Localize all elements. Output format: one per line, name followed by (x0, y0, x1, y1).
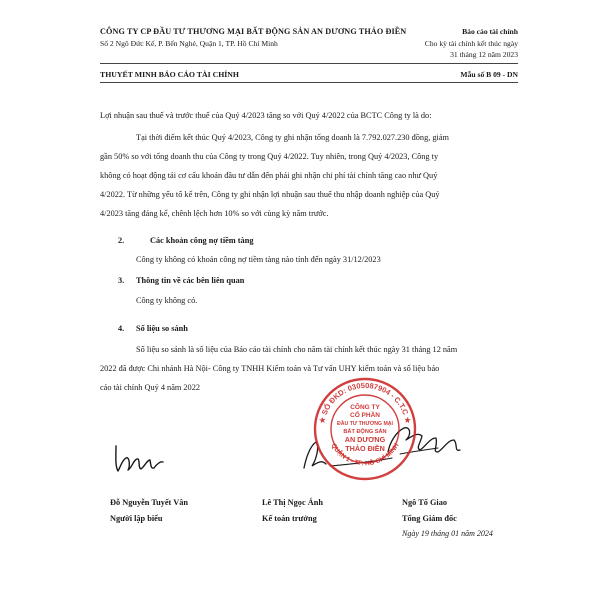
company-address: Số 2 Ngô Đức Kế, P. Bến Nghé, Quận 1, TP. Hồ Chí Minh (100, 39, 278, 48)
signature-preparer (110, 438, 170, 478)
section-number: 2. (118, 236, 125, 245)
report-type: Báo cáo tài chính (462, 27, 518, 36)
chief-accountant-name: Lê Thị Ngọc Ánh (262, 498, 323, 507)
section-title: THUYẾT MINH BÁO CÁO TÀI CHÍNH (100, 70, 239, 79)
director-name: Ngô Tố Giao (402, 498, 448, 507)
company-seal (312, 376, 418, 482)
paragraph1-line: 4/2022. Từ những yếu tố kể trên, Công ty ghi nhận lợi nhuận sau thuế thu nhập doanh nghiệp của Quý (100, 190, 440, 199)
paragraph4-line: 2022 đã được Chi nhánh Hà Nội- Công ty TNHH Kiểm toán và Tư vấn UHY kiểm toán và số liệu báo (100, 364, 440, 373)
preparer-name: Đỗ Nguyễn Tuyết Vân (110, 498, 188, 507)
title-divider (100, 82, 518, 83)
intro-text: Lợi nhuận sau thuế và trước thuế của Quý 4/2023 tăng so với Quý 4/2022 của BCTC Công ty là do: (100, 111, 432, 120)
paragraph1-line: 4/2023 tăng đáng kể, chênh lệch hơn 10% so với cùng kỳ năm trước. (100, 209, 329, 218)
company-name: CÔNG TY CP ĐẦU TƯ THƯƠNG MẠI BẤT ĐỘNG SẢN AN DƯƠNG THẢO ĐIỀN (100, 27, 407, 36)
svg-text:AN DƯƠNG: AN DƯƠNG (344, 435, 386, 444)
section-text: Công ty không có. (136, 296, 198, 305)
section-heading: Số liệu so sánh (136, 324, 188, 333)
header-divider (100, 63, 518, 64)
svg-text:CÔNG TY: CÔNG TY (350, 404, 380, 411)
svg-text:ĐẦU TƯ THƯƠNG MẠI: ĐẦU TƯ THƯƠNG MẠI (337, 421, 393, 427)
section-heading: Thông tin về các bên liên quan (136, 276, 245, 285)
report-period-line1: Cho kỳ tài chính kết thúc ngày (424, 39, 518, 48)
form-number: Mẫu số B 09 - DN (460, 70, 518, 79)
svg-text:CỔ PHẦN: CỔ PHẦN (350, 412, 380, 419)
preparer-role: Người lập biểu (110, 514, 163, 523)
signing-date: Ngày 19 tháng 01 năm 2024 (402, 529, 493, 538)
paragraph1-line: gần 50% so với tổng doanh thu của Công ty trong Quý 4/2022. Tuy nhiên, trong Quý 4/2023, Công ty (100, 152, 439, 161)
report-period-line2: 31 tháng 12 năm 2023 (450, 50, 518, 59)
section-number: 4. (118, 324, 125, 333)
svg-text:THẢO ĐIỀN: THẢO ĐIỀN (345, 444, 385, 453)
paragraph1-line: Tại thời điểm kết thúc Quý 4/2023, Công ty ghi nhận tổng doanh là 7.792.027.230 đồng, giảm (136, 133, 449, 142)
director-role: Tổng Giám đốc (402, 514, 457, 523)
paragraph1-line: không có hoạt động tái cơ cấu khoản đầu tư dẫn đến phải ghi nhận chi phí tài chính tăng cao như Quý (100, 171, 438, 180)
section-number: 3. (118, 276, 125, 285)
svg-text:★ SỐ ĐKD: 0305087904 - C.T.C ★: ★ SỐ ĐKD: 0305087904 - C.T.C ★ (317, 380, 413, 425)
svg-text:QUẬN 1 - TP. HỒ CHÍ MINH: QUẬN 1 - TP. HỒ CHÍ MINH (329, 442, 401, 468)
chief-accountant-role: Kế toán trưởng (262, 514, 317, 523)
paragraph4-line: Số liệu so sánh là số liệu của Báo cáo tài chính cho năm tài chính kết thúc ngày 31 tháng 12 năm (136, 345, 458, 354)
svg-text:BẤT ĐỘNG SẢN: BẤT ĐỘNG SẢN (343, 429, 387, 435)
paragraph4-line: cáo tài chính Quý 4 năm 2022 (100, 383, 201, 392)
section-heading: Các khoản công nợ tiềm tàng (150, 236, 254, 245)
section-text: Công ty không có khoản công nợ tiềm tàng nào tính đến ngày 31/12/2023 (136, 255, 381, 264)
